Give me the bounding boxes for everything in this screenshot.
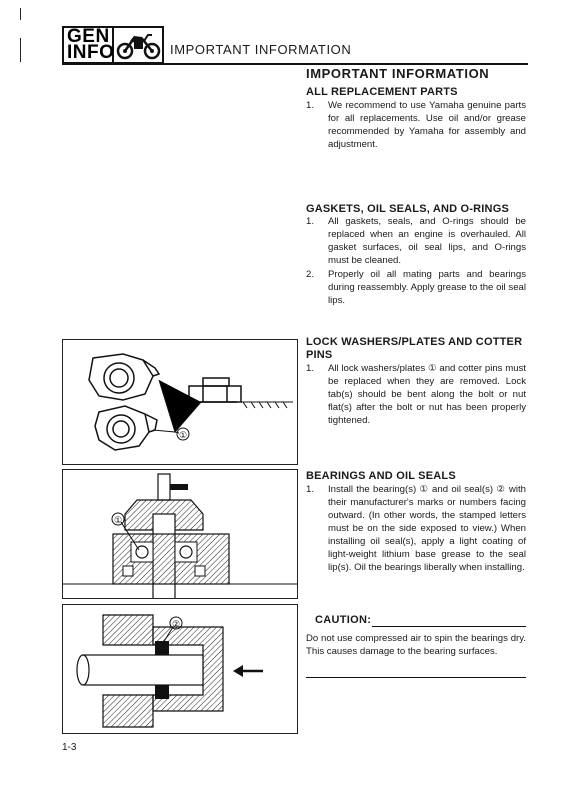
item-number: 1. [306, 363, 315, 374]
caution-title: CAUTION: [315, 614, 372, 626]
item-number: 2. [306, 269, 315, 280]
figure-3-callout: ② [171, 619, 181, 629]
caution-rule [372, 626, 526, 627]
lock-washer-illustration [63, 340, 297, 464]
heading-all-replacement-parts: ALL REPLACEMENT PARTS [306, 86, 458, 98]
caution-text: Do not use compressed air to spin the bearings dry. This causes damage to the bearing surfaces. [306, 633, 526, 657]
binding-mark-top [20, 8, 21, 20]
lock-washers-item-1 [306, 362, 526, 427]
figure-oil-seal [62, 604, 298, 734]
section-title: IMPORTANT INFORMATION [306, 66, 490, 81]
item-number: 1. [306, 216, 315, 227]
info-label: INFO [67, 42, 115, 63]
heading-lock-washers-line2: PINS [306, 349, 333, 361]
figure-1-callout: ① [178, 430, 188, 440]
replacement-parts-item-1 [306, 99, 526, 151]
binding-mark [20, 38, 21, 62]
page-number: 1-3 [62, 742, 77, 753]
heading-lock-washers: LOCK WASHERS/PLATES AND COTTER [306, 336, 523, 348]
figure-2-callout: ① [113, 515, 123, 525]
figure-lock-washers [62, 339, 298, 465]
gen-info-badge [62, 26, 114, 64]
gaskets-item-2 [306, 268, 526, 307]
gen-label: GEN [67, 26, 110, 47]
item-text: All gaskets, seals, and O-rings should be replaced when an engine is overhauled. All gasket surfaces, oil seal lips, and O-rings must be cleaned. [328, 216, 526, 266]
caution-bottom-rule [306, 677, 526, 678]
item-text: Properly oil all mating parts and bearings during reassembly. Apply grease to the oil seal lips. [328, 269, 526, 306]
figure-bearing-install [62, 469, 298, 599]
caution-text-block [306, 632, 526, 658]
item-text: We recommend to use Yamaha genuine parts for all replacements. Use oil and/or grease recommended by Yamaha for assembly and adjustment. [328, 100, 526, 150]
oil-seal-illustration [63, 605, 297, 733]
bearings-item-1 [306, 483, 526, 574]
header-title: IMPORTANT INFORMATION [170, 42, 352, 57]
item-text: Install the bearing(s) ① and oil seal(s) ② with their manufacturer's marks or numbers facing outward. (In other words, the stamped letters must be on the side exposed to view.) When installing oil seal(s), apply a light coating of light-weight lithium base grease to the seal lip(s). Oil the bearings liberally when installing. [328, 484, 526, 573]
item-number: 1. [306, 484, 315, 495]
heading-gaskets: GASKETS, OIL SEALS, AND O-RINGS [306, 203, 509, 215]
motorcycle-icon [114, 29, 162, 63]
header-rule [62, 63, 528, 65]
item-text: All lock washers/plates ① and cotter pins must be replaced when they are removed. Lock tab(s) should be bent along the bolt or nut flat(s) after the bolt or nut has been properly tightened. [328, 363, 526, 426]
item-number: 1. [306, 100, 315, 111]
gaskets-item-1 [306, 215, 526, 267]
motorcycle-icon-box [114, 26, 164, 64]
heading-bearings: BEARINGS AND OIL SEALS [306, 470, 456, 482]
bearing-illustration [63, 470, 297, 598]
